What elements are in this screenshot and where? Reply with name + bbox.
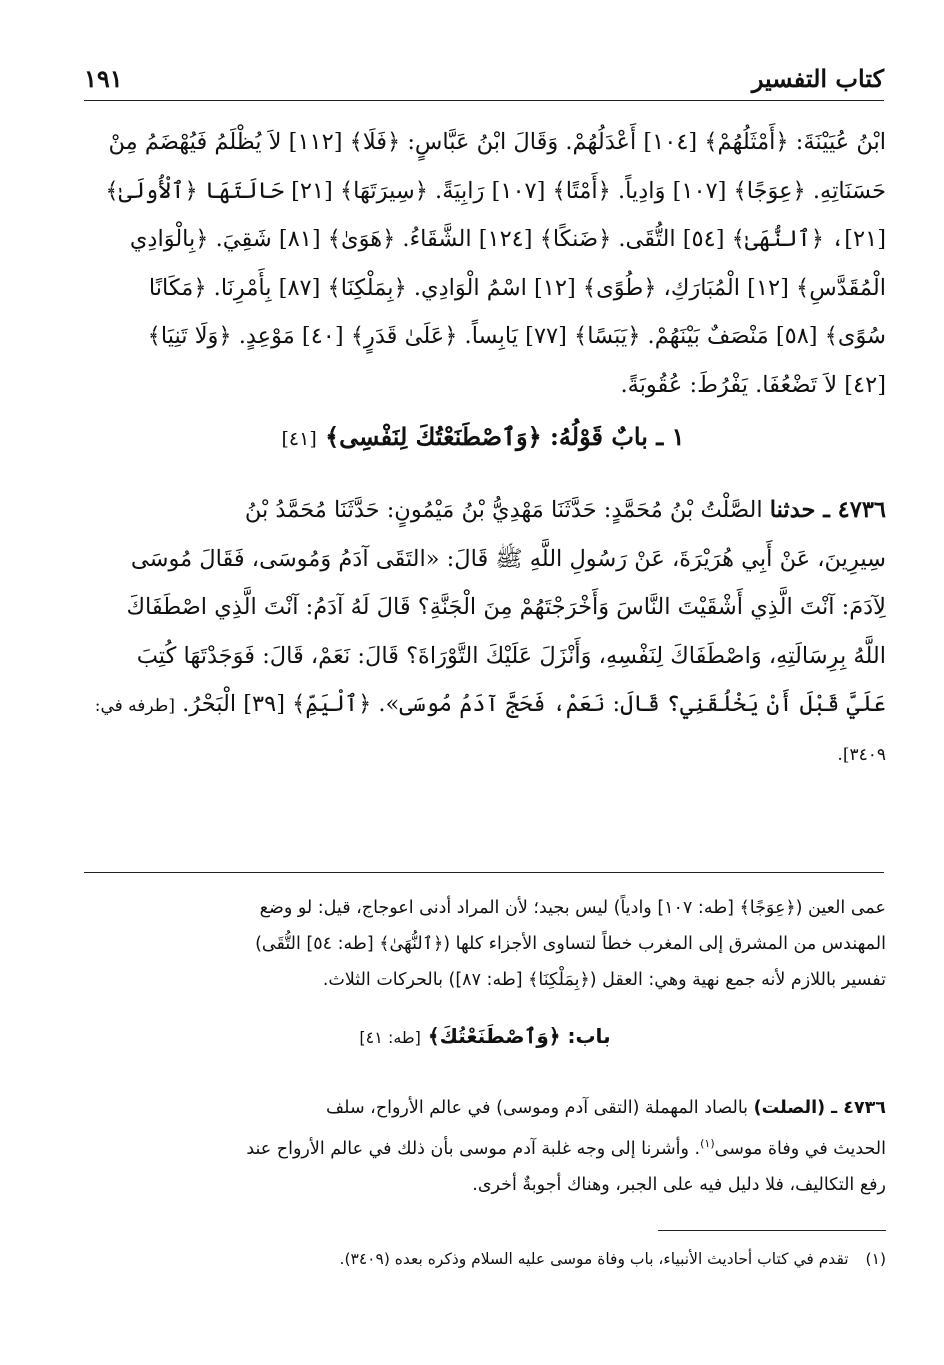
commentary-text [84,890,886,998]
footnote-rule [658,1230,886,1231]
main-text [80,118,886,409]
footnote-marker: (١) [700,1137,715,1150]
commentary-heading-ref: [طه: ٤١] [359,1028,421,1047]
text-line: الْمُقَدَّسِ﴾ [١٢] الْمُبَارَكِ، ﴿طُوًى﴾ [١٢] اسْمُ الْوَادِي. ﴿بِمَلْكِنَا﴾ [٨٧] بِأَمْرِنَا. ﴿مَكَانًا [148,274,886,301]
header-rule [84,100,884,101]
hadith-line: عَلَيَّ قَبْلَ أَنْ يَخْلُقَنِي؟ قَالَ: نَعَمْ، فَحَجَّ آدَمُ مُوسَى». ﴿ٱلْيَمِّ﴾ [٣٩] الْبَحْرُ. [طرفه في: [94,691,886,717]
hadith-line: ٤٧٣٦ ـ حدثنا الصَّلْتُ بْنُ مُحَمَّدٍ: حَدَّثَنَا مَهْدِيُّ بْنُ مَيْمُونٍ: حَدَّثَنَا مُحَمَّدُ بْنُ [244,497,886,523]
book-title: كتاب التفسير [751,64,884,93]
text-line: حَسَنَاتِهِ. ﴿عِوَجًا﴾ [١٠٧] وَادِياً. ﴿أَمْتًا﴾ [١٠٧] رَابِيَةً. ﴿سِيرَتَهَا﴾ [٢١] حَالَتَهَا ﴿ٱلْأُولَىٰ﴾ [105,177,886,204]
hadith-line: لِآدَمَ: آنْتَ الَّذِي أَشْقَيْتَ النَّاسَ وَأَخْرَجْتَهُمْ مِنَ الْجَنَّةِ؟ قَالَ لَهُ آدَمُ: آنْتَ الَّذِي اصْطَفَاكَ [126,594,886,620]
footnote-text: تقدم في كتاب أحاديث الأنبياء، باب وفاة موسى عليه السلام وذكره بعده (٣٤٠٩). [339,1250,849,1268]
commentary-line: تفسير باللازم لأنه جمع نهية وهي: العقل (﴿بِمَلْكِنَا﴾ [طه: ٨٧]) بالحركات الثلاث. [322,970,886,990]
footnote-number: (١) [865,1250,886,1268]
commentary-heading: باب: ﴿وَٱصْطَنَعْتُكَ﴾ [طه: ٤١] [359,1024,611,1048]
chapter-title: ١ ـ بابٌ قَوْلُهُ: ﴿وَٱصْطَنَعْتُكَ لِنَفْسِى﴾ [325,422,685,451]
page-number: ١٩١ [84,64,123,93]
commentary-line: ٤٧٣٦ ـ (الصلت) بالصاد المهملة (التقى آدم وموسى) في عالم الأرواح، سلف [326,1098,886,1118]
footnote [84,1246,886,1272]
hadith-number: ٤٧٣٦ ـ حدثنا [769,497,886,523]
commentary-rule [84,872,884,873]
text-line: [٢١]، ﴿ٱلنُّهَىٰ﴾ [٥٤] التُّقَى. ﴿ضَنكًا﴾ [١٢٤] الشَّقَاءُ. ﴿هَوَىٰ﴾ [٨١] شَقِيَ. ﴿بِالْوَادِي [129,226,886,252]
commentary-number: ٤٧٣٦ ـ (الصلت) [753,1098,886,1118]
page-header [84,58,884,98]
commentary-line: المهندس من المشرق إلى المغرب خطاً لتساوى الأجزاء كلها (﴿ٱلنُّهَىٰ﴾ [طه: ٥٤] التُّقَى) [255,934,886,954]
commentary-paragraph [84,1090,886,1203]
commentary-line: عمى العين (﴿عِوَجًا﴾ [طه: ١٠٧] وادياً) ليس بجيد؛ لأن المراد أدنى اعوجاج، قيل: لو وضع [259,898,886,918]
hadith-text [80,486,886,779]
text-line: ابْنُ عُيَيْنَةَ: ﴿أَمْثَلُهُمْ﴾ [١٠٤] أَعْدَلُهُمْ. وَقَالَ ابْنُ عَبَّاسٍ: ﴿فَلَا﴾ [١١٢] لاَ يُظْلَمُ فَيُهْضَمُ مِنْ [108,129,886,155]
hadith-line: اللَّهُ بِرِسَالَتِهِ، وَاصْطَفَاكَ لِنَفْسِهِ، وَأَنْزَلَ عَلَيْكَ التَّوْرَاةَ؟ قَالَ: نَعَمْ، قَالَ: فَوَجَدْتَهَا كُتِبَ [136,642,886,669]
chapter-heading [80,422,886,451]
commentary-line: الحديث في وفاة موسى$^{(١)}$. وأشرنا إلى وجه غلبة آدم موسى بأن ذلك في عالم الأرواح عند [246,1137,886,1159]
chapter-ref: [٤١] [281,428,317,450]
commentary-line: رفع التكاليف، فلا دليل فيه على الجبر، وهناك أجوبةٌ أخرى. [472,1174,886,1195]
text-line: سُوًى﴾ [٥٨] مَنْصَفٌ بَيْنَهُمْ. ﴿يَبَسًا﴾ [٧٧] يَابِساً. ﴿عَلَىٰ قَدَرٍ﴾ [٤٠] مَوْعِدٍ. ﴿وَلَا تَنِيَا﴾ [147,323,886,349]
hadith-line: سِيرِينَ، عَنْ أَبِي هُرَيْرَةَ، عَنْ رَسُولِ اللَّهِ ﷺ قَالَ: «التَقَى آدَمُ وَمُوسَى، فَقَالَ مُوسَى [130,545,886,572]
hadith-line: ٣٤٠٩]. [837,744,886,765]
text-line: [٤٢] لاَ تَضْعُفَا. يَفْرُطَ: عُقُوبَةً. [620,371,886,398]
cross-reference: [طرفه في: [94,696,175,716]
